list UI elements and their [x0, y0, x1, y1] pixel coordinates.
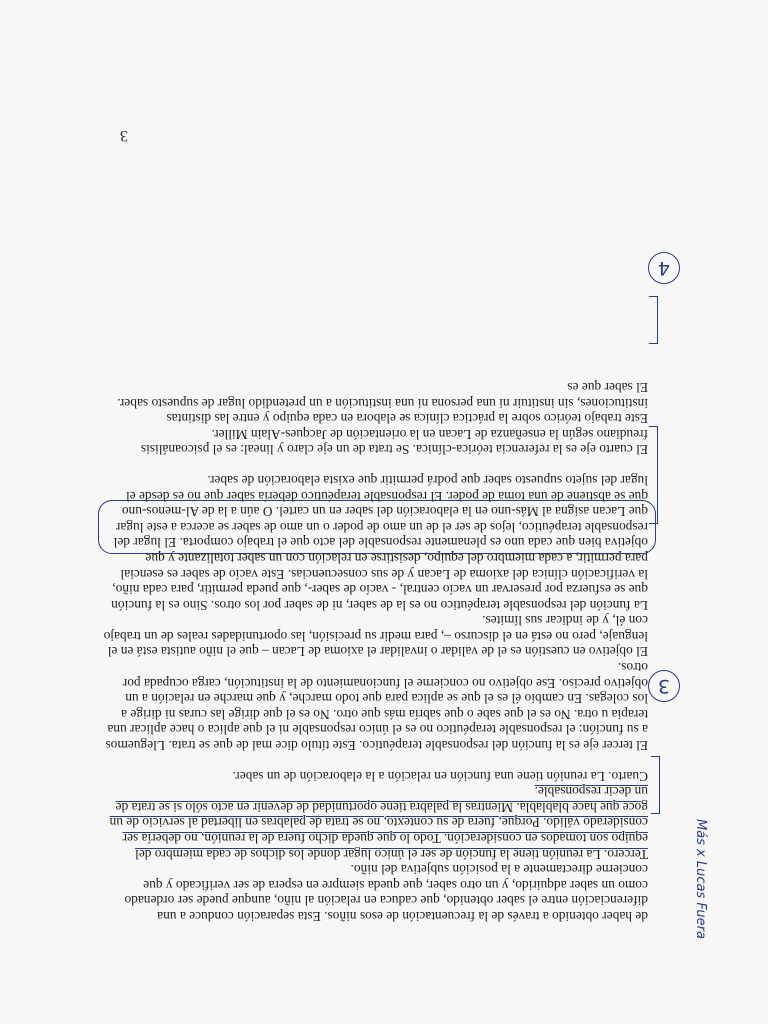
paragraph-1: de haber obtenido a través de la frecuentación de esos niños. Esta separación conduce a una diferenciación entre el saber obtenido, que caduca en relación al niño, aunque puede ser ordenado como un saber adquirido, y un otro saber, que queda siempre en espera de ser verificado y que concierne directamente a la posición subjetiva del niño.: [124, 862, 648, 924]
margin-bracket: [649, 296, 658, 344]
margin-bracket: [651, 756, 660, 814]
circled-number-four: 4: [648, 252, 680, 284]
paragraph-3: Cuarto. La reunión tiene una función en relación a la elaboración de un saber.: [232, 768, 648, 784]
document-body: [103, 379, 648, 924]
highlight-frame: [98, 500, 656, 554]
paragraph-4: El tercer eje es la función del responsable terapéutico. Este título dice mal de que se trata. Lleguemos a su función: el responsable terapéutico no es el único responsable ni el que aplica o hace aplicar una terapia u otra. No es el que sabe o que sabría más que otro. No es el que dirige las curas ni dirige a los colegas. En cambio él es el que se aplica para que todo marche, y que marche en relación a un objetivo preciso. Ese objetivo no concierne el funcionamiento de la institución, carga ocupada por otros.: [105, 660, 648, 754]
paragraph-6: La función del responsable terapéutico no es la de saber, ni de saber por los otros. Sino es la función que se esfuerza por preservar un vacío central, - vacío de saber-, que pueda permitir, para cada niño, la verificación clínica del axioma de Lacan y de sus consecuencias. Este vacío de saber es esencial para permitir, a cada miembro del equipo, desistirse en relación con un saber totalizante y que objetiva bien que cada uno es plenamente responsable del acto que el trabajo comporta. El lugar del responsable terapéutico, lejos de ser el de un amo de poder o un amo de saber se acerca a este lugar que Lacan asigna al Más-uno en la elaboración del saber en un cartel. O aún a la de Al-menos-uno que se abstiene de una toma de poder. El responsable terapéutico debería saber que no es desde el lugar del sujeto supuesto saber que podrá permitir que exista elaboración de saber.: [111, 472, 648, 613]
paragraph-5: El objetivo en cuestión es el de validar o invalidar el axioma de Lacan – que el niño autista está en el lenguaje, pero no está en el discurso –, para medir su precisión, las oportunidades reales de un trabajo con él, y de indicar sus límites.: [103, 613, 648, 660]
paragraph-gap: [103, 753, 648, 768]
circled-number-three: 3: [648, 670, 680, 702]
page-number: 3: [120, 127, 128, 144]
paragraph-gap: [103, 457, 648, 472]
paragraph-7: El cuarto eje es la referencia teórica-clínica. Se trata de un eje claro y lineal: es el psicoanálisis freudiano según la enseñanza de Lacan en la orientación de Jacques-Alain Miller.: [140, 426, 648, 458]
handwritten-margin-note: Más x Lucas Fuera: [693, 819, 708, 939]
paragraph-2: Tercero. La reunión tiene la función de ser el único lugar donde los dichos de cada miembro del equipo son tomados en consideración. Todo lo que queda dicho fuera de la reunión, no debería ser considerado válido. Porque, fuera de su contexto, no se trata de palabras en libertad al servicio de un goce que hace blablabla. Mientras la palabra tiene oportunidad de devenir en acto sólo si se trata de un decir responsable.: [109, 784, 648, 862]
paragraph-8: Este trabajo teórico sobre la práctica clínica se elabora en cada equipo y entre las distintas instituciones, sin instituir ni una persona ni una institución a un pretendido lugar de supuesto saber. El saber que es: [117, 380, 648, 427]
